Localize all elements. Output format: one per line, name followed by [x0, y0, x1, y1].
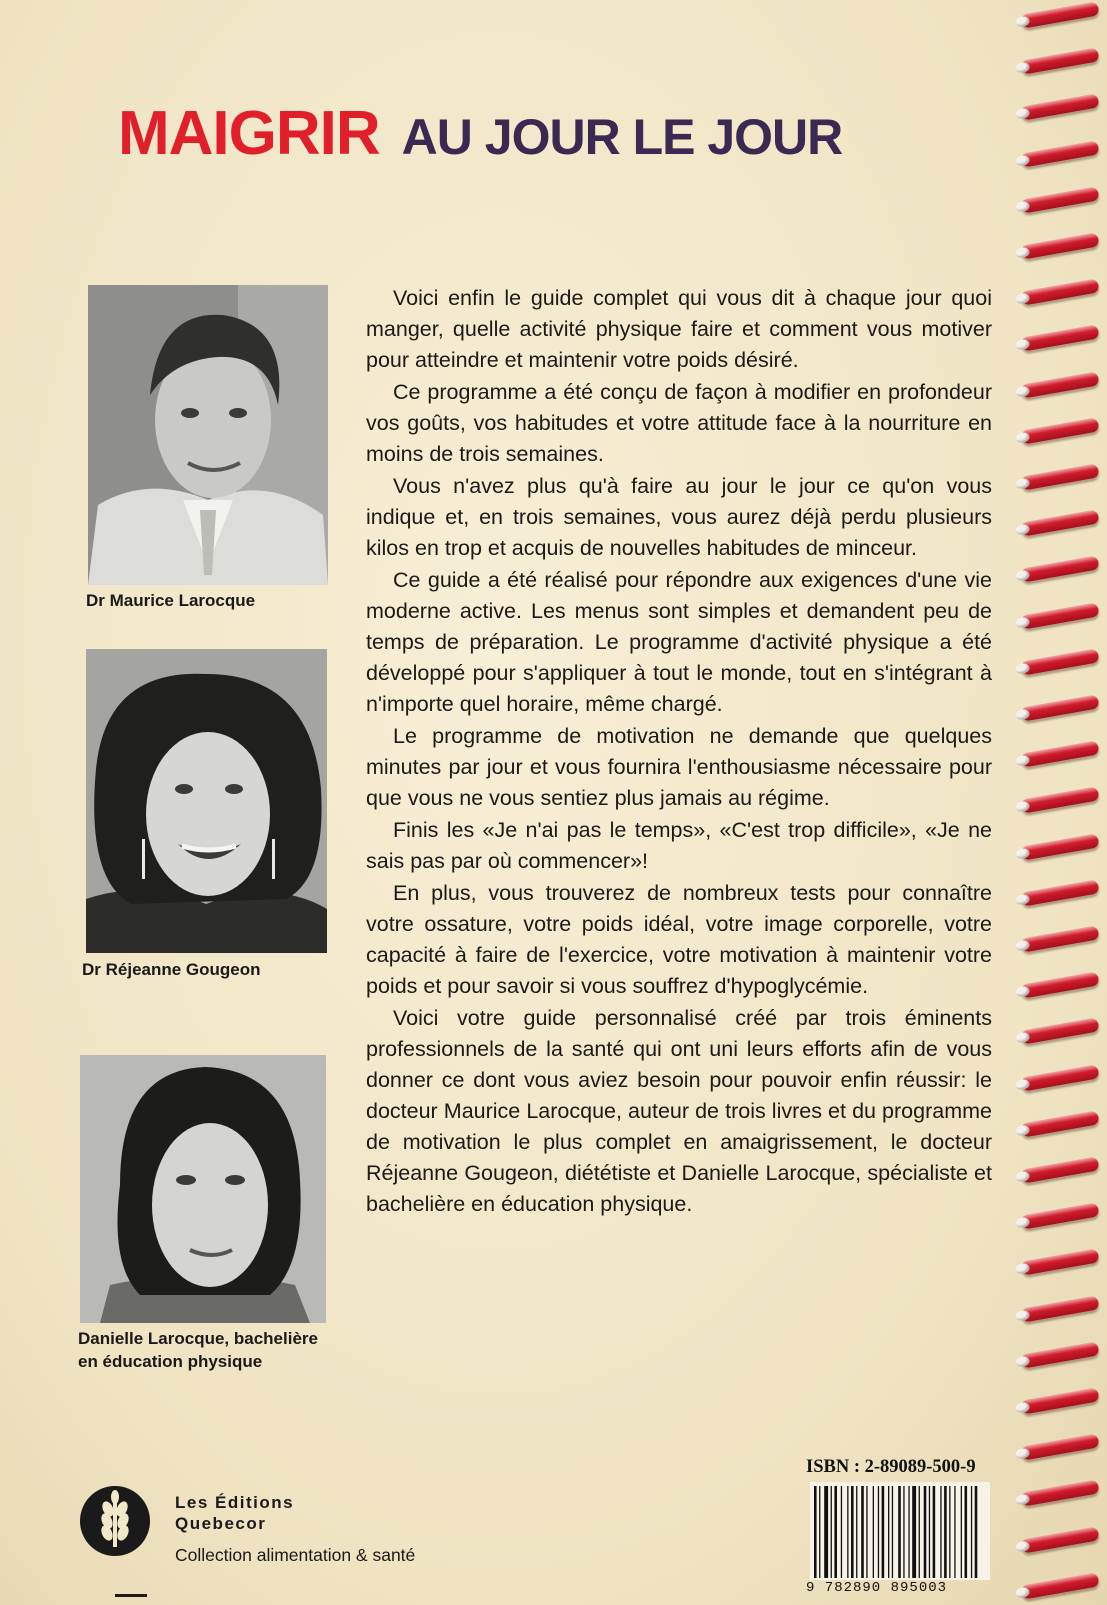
barcode-bar [919, 1486, 920, 1578]
barcode-bar [892, 1486, 893, 1578]
caption-danielle-line2: en éducation physique [78, 1352, 263, 1371]
barcode-bar [866, 1486, 867, 1578]
barcode-bar [924, 1486, 927, 1578]
barcode-bar [944, 1486, 947, 1578]
description-text [366, 283, 992, 1221]
paragraph: Finis les «Je n'ai pas le temps», «C'est trop difficile», «Je ne sais pas par où commencer»! [366, 818, 992, 873]
barcode-bar [954, 1486, 955, 1578]
spiral-coil [1020, 556, 1099, 583]
barcode-bar [856, 1486, 857, 1578]
spiral-coil [1020, 1480, 1099, 1507]
barcode-bar [912, 1486, 916, 1578]
paragraph: Le programme de motivation ne demande que quelques minutes par jour et vous fournira l'enthousiasme nécessaire pour que vous ne vous sentiez plus jamais au régime. [366, 724, 992, 810]
barcode-bar [878, 1486, 879, 1578]
spiral-coil [1020, 417, 1099, 444]
spiral-coil [1020, 972, 1099, 999]
barcode-bar [898, 1486, 901, 1578]
spiral-coil [1020, 1110, 1099, 1137]
barcode-bar [929, 1486, 930, 1578]
collection-name: Collection alimentation & santé [175, 1545, 416, 1565]
spiral-coil [1020, 1295, 1099, 1322]
barcode-bar [831, 1486, 832, 1578]
barcode-bar [961, 1486, 962, 1578]
barcode-bar [824, 1486, 828, 1578]
barcode-bar [834, 1486, 837, 1578]
spiral-coil [1020, 1018, 1099, 1045]
photo-danielle-larocque [80, 1055, 326, 1323]
paragraph: Vous n'avez plus qu'à faire au jour le jour ce qu'on vous indique et, en trois semaines, vous aurez déjà perdu plusieurs kilos en trop et acquis de nouvelles habitudes de minceur. [366, 474, 992, 560]
spiral-coil [1020, 833, 1099, 860]
spiral-coil [1020, 510, 1099, 537]
book-title [118, 98, 842, 169]
spiral-coil [1020, 694, 1099, 721]
barcode-digits: 9 782890 895003 [806, 1580, 948, 1596]
spiral-coil [1020, 371, 1099, 398]
spiral-coil [1020, 602, 1099, 629]
barcode-bar [847, 1486, 848, 1578]
spiral-coil [1020, 1387, 1099, 1414]
publisher-line1: Les Éditions [175, 1493, 295, 1512]
spiral-coil [1020, 1156, 1099, 1183]
spiral-coil [1020, 1249, 1099, 1276]
caption-maurice-larocque: Dr Maurice Larocque [86, 591, 256, 610]
wheat-logo-icon [78, 1483, 152, 1559]
barcode-bar [933, 1486, 936, 1578]
spiral-coil [1020, 463, 1099, 490]
paragraph: Voici enfin le guide complet qui vous dit à chaque jour quoi manger, quelle activité physique faire et comment vous motiver pour atteindre et maintenir votre poids désiré. [366, 286, 992, 372]
spiral-coil [1020, 1064, 1099, 1091]
barcode-bar [975, 1486, 978, 1578]
title-au-jour-le-jour: AU JOUR LE JOUR [401, 109, 843, 165]
publisher-name [175, 1492, 294, 1534]
spiral-coil [1020, 1434, 1099, 1461]
paragraph: Ce guide a été réalisé pour répondre aux exigences d'une vie moderne active. Les menus sont simples et demandent peu de temps de préparation. Le programme d'activité physique a été développé pour s'appliquer à tout le monde, tout en s'intégrant à n'importe quel horaire, même chargé. [366, 568, 992, 716]
spiral-coil [1020, 1, 1099, 28]
caption-rejeanne-gougeon: Dr Réjeanne Gougeon [82, 960, 261, 979]
spiral-coil [1020, 48, 1099, 75]
photo-maurice-larocque [88, 285, 328, 585]
barcode-bar [888, 1486, 889, 1578]
barcode-bar [882, 1486, 885, 1578]
spiral-coil [1020, 94, 1099, 121]
barcode-bar [965, 1486, 968, 1578]
barcode-bar [949, 1486, 950, 1578]
barcode-bar [903, 1486, 904, 1578]
spiral-coil [1020, 1572, 1099, 1599]
caption-danielle-larocque [78, 1327, 318, 1373]
barcode-bar [908, 1486, 909, 1578]
barcode-bar [819, 1486, 820, 1578]
spiral-coil [1020, 648, 1099, 675]
publisher-line2: Quebecor [175, 1514, 267, 1533]
isbn-label: ISBN : 2-89089-500-9 [806, 1457, 976, 1477]
barcode-bar [940, 1486, 941, 1578]
barcode-bar [971, 1486, 972, 1578]
spiral-coil [1020, 279, 1099, 306]
spiral-coil [1020, 1341, 1099, 1368]
barcode-bar [861, 1486, 864, 1578]
barcode-icon [810, 1482, 990, 1580]
barcode-bar [873, 1486, 874, 1578]
spiral-coil [1020, 186, 1099, 213]
paragraph: Ce programme a été conçu de façon à modifier en profondeur vos goûts, vos habitudes et votre attitude face à la nourriture en moins de trois semaines. [366, 380, 992, 466]
spiral-coil [1020, 925, 1099, 952]
spiral-binding [1007, 0, 1107, 1605]
spiral-coil [1020, 232, 1099, 259]
spiral-coil [1020, 741, 1099, 768]
spiral-coil [1020, 879, 1099, 906]
barcode-bar [851, 1486, 854, 1578]
caption-danielle-line1: Danielle Larocque, bachelière [78, 1329, 318, 1348]
spiral-coil [1020, 787, 1099, 814]
spiral-coil [1020, 1526, 1099, 1553]
title-maigrir: MAIGRIR [118, 99, 380, 168]
spiral-coil [1020, 140, 1099, 167]
barcode-bar [841, 1486, 842, 1578]
paragraph: En plus, vous trouverez de nombreux tests pour connaître votre ossature, votre poids idéal, votre image corporelle, votre capacité à faire de l'exercice, votre motivation à maintenir votre poids et pour savoir si vous souffrez d'hypoglycémie. [366, 881, 992, 998]
photo-rejeanne-gougeon [86, 649, 327, 953]
barcode-bar [814, 1486, 817, 1578]
spiral-coil [1020, 325, 1099, 352]
spiral-coil [1020, 1203, 1099, 1230]
paragraph: Voici votre guide personnalisé créé par trois éminents professionnels de la santé qui ont uni leurs efforts afin de vous donner ce dont vous aviez besoin pour pouvoir enfin réussir: le docteur Maurice Larocque, auteur de trois livres et du programme de motivation le plus complet en amaigrissement, le docteur Réjeanne Gougeon, diététiste et Danielle Larocque, spécialiste et bachelière en éducation physique. [366, 1006, 992, 1216]
decorative-rule [115, 1594, 147, 1597]
